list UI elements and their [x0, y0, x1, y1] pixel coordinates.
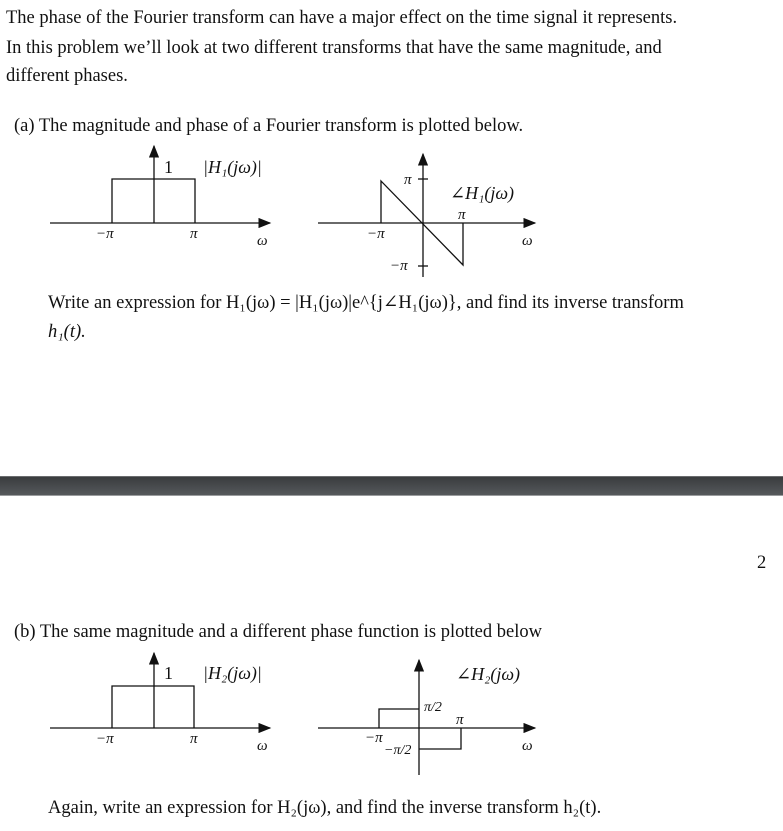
part-a-question: Write an expression for H₁(jω) = |H₁(jω)|e^{j∠H₁(jω)}, and find its inverse transform [48, 293, 684, 313]
axis-label: ω [522, 738, 533, 754]
rect-pulse [112, 686, 194, 728]
h2-magnitude-plot [50, 653, 270, 754]
intro-text: The phase of the Fourier transform can have a major effect on the time signal it represents. [6, 8, 678, 28]
level-label: 1 [164, 157, 173, 177]
h1-phase-plot [318, 154, 535, 277]
axis-label: ω [257, 233, 268, 249]
part-b-question: Again, write an expression for H₂(jω), and find the inverse transform h₂(t). [48, 798, 602, 818]
plot-title: ∠H₁(jω) [450, 183, 515, 203]
tick-label: π [456, 712, 464, 728]
part-a-question: h₁(t). [48, 322, 86, 342]
tick-label: π/2 [424, 700, 442, 715]
tick-label: −π [390, 258, 408, 274]
tick-label: π [404, 172, 412, 188]
tick-label: −π/2 [384, 743, 412, 758]
tick-label: π [190, 226, 198, 242]
plot-title: |H₂(jω)| [203, 663, 262, 683]
tick-label: −π [96, 731, 114, 747]
h1-magnitude-plot [50, 146, 270, 249]
intro-text: different phases. [6, 66, 128, 86]
axis-label: ω [522, 233, 533, 249]
part-b-heading: (b) The same magnitude and a different phase function is plotted below [14, 622, 542, 642]
h2-phase-plot [318, 660, 535, 775]
intro-text: In this problem we’ll look at two different transforms that have the same magnitude, and [6, 38, 662, 58]
axis-label: ω [257, 738, 268, 754]
part-a-heading: (a) The magnitude and phase of a Fourier transform is plotted below. [14, 116, 524, 136]
tick-label: −π [96, 226, 114, 242]
level-label: 1 [164, 663, 173, 683]
page-number: 2 [757, 553, 767, 573]
phase-step-negative [419, 728, 461, 749]
plot-title: ∠H₂(jω) [456, 664, 521, 684]
tick-label: π [190, 731, 198, 747]
phase-step-positive [379, 709, 419, 728]
tick-label: −π [367, 226, 385, 242]
plot-title: |H₁(jω)| [203, 157, 262, 177]
tick-label: π [458, 207, 466, 223]
tick-label: −π [365, 730, 383, 746]
